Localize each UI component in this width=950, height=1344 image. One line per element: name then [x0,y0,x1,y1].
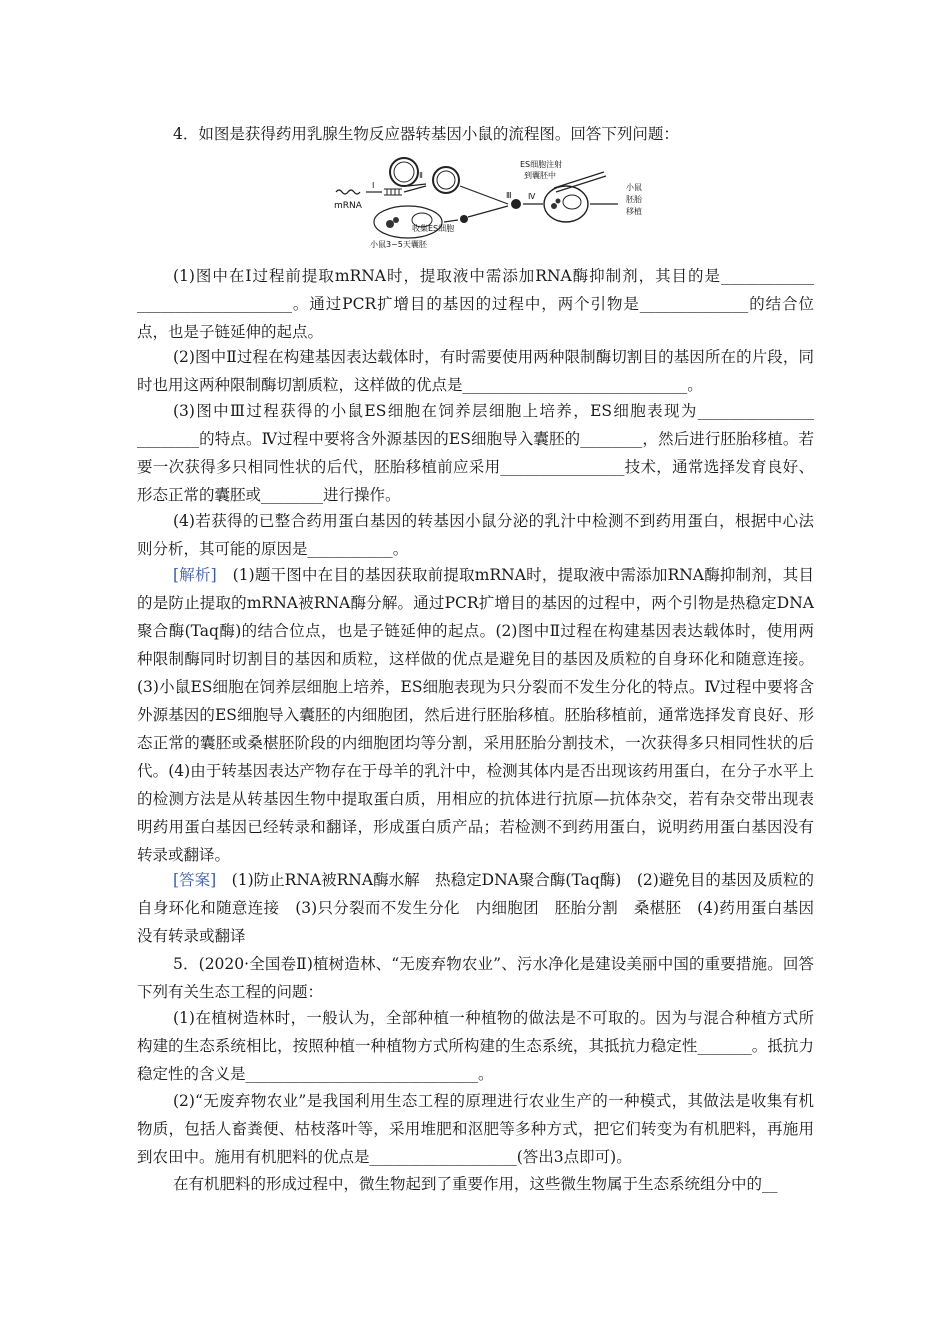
svg-text:mRNA: mRNA [334,201,362,211]
svg-text:胚胎: 胚胎 [626,195,642,204]
svg-text:Ⅱ: Ⅱ [419,171,423,180]
svg-text:I: I [372,181,375,190]
question-5-stem: 5．(2020·全国卷Ⅱ)植树造林、“无废弃物农业”、污水净化是建设美丽中国的重要措施。回答下列有关生态工程的问题： [137,955,814,1001]
answer-text: (1)防止RNA被RNA酶水解 热稳定DNA聚合酶(Taq酶) (2)避免目的基因及质粒的自身环化和随意连接 (3)只分裂而不发生分化 内细胞团 胚胎分割 桑椹胚 (4)药用蛋白基因没有转录或翻译 [137,871,814,945]
svg-text:Ⅳ: Ⅳ [528,192,536,201]
question-4-analysis [137,561,814,869]
svg-text:到囊胚中: 到囊胚中 [524,171,556,180]
question-5-part-2: (2)“无废弃物农业”是我国利用生态工程的原理进行农业生产的一种模式，其做法是收集有机物质，包括人畜粪便、枯枝落叶等，采用堆肥和沤肥等多种方式，把它们转变为有机肥料，再施用到农田中。施用有机肥料的优点是___________________(答出3点即可)。 [137,1092,814,1166]
cultured-es-cells-icon [511,199,521,209]
question-4-part-3: (3)图中Ⅲ过程获得的小鼠ES细胞在饲养层细胞上培养，ES细胞表现为_______________ ________的特点。Ⅳ过程中要将含外源基因的ES细胞导入囊胚的________，然后进行胚胎移植。若要一次获得多只相同性状的后代，胚胎移植前应采用________________技术，通常选择发育良好、形态正常的囊胚或________进行操作。 [137,402,814,504]
host-blastocyst-icon [544,186,588,222]
question-4-part-2: (2)图中Ⅱ过程在构建基因表达载体时，有时需要使用两种限制酶切割目的基因所在的片段，同时也用这两种限制酶切割质粒，这样做的优点是_____________________________。 [137,348,814,394]
question-5-part-1: (1)在植树造林时，一般认为，全部种植一种植物的做法是不可取的。因为与混合种植方式所构建的生态系统相比，按照种植一种植物方式所构建的生态系统，其抵抗力稳定性_______。抵抗力稳定性的含义是______________________________。 [137,1009,814,1083]
svg-text:ES细胞注射: ES细胞注射 [520,160,563,169]
svg-text:Ⅲ: Ⅲ [506,191,512,200]
svg-text:小鼠3~5天囊胚: 小鼠3~5天囊胚 [370,240,427,249]
cdna-icon [384,189,402,195]
mrna-strand-icon [336,190,360,194]
transgenic-mouse-flow-diagram [318,152,648,252]
svg-text:小鼠: 小鼠 [626,183,642,192]
question-4-part-4: (4)若获得的已整合药用蛋白基因的转基因小鼠分泌的乳汁中检测不到药用蛋白，根据中心法则分析，其可能的原因是___________。 [137,512,814,558]
question-4-answer [137,866,814,950]
analysis-label: [解析] [173,566,217,584]
question-4-stem: 4．如图是获得药用乳腺生物反应器转基因小鼠的流程图。回答下列问题： [173,125,679,143]
analysis-text: (1)题干图中在目的基因获取前提取mRNA时，提取液中需添加RNA酶抑制剂，其目的是防止提取的mRNA被RNA酶分解。通过PCR扩增目的基因的过程中，两个引物是热稳定DNA聚合酶(Taq酶)的结合位点，也是子链延伸的起点。(2)图中Ⅱ过程在构建基因表达载体时，使用两种限制酶同时切割目的基因和质粒，这样做的优点是避免目的基因及质粒的自身环化和随意连接。(3)小鼠ES细胞在饲养层细胞上培养，ES细胞表现为只分裂而不发生分化的特点。Ⅳ过程中要将含外源基因的ES细胞导入囊胚的内细胞团，然后进行胚胎移植。胚胎移植前，通常选择发育良好、形态正常的囊胚或桑椹胚阶段的内细胞团均等分割，采用胚胎分割技术，一次获得多只相同性状的后代。(4)由于转基因表达产物存在于母羊的乳汁中，检测其体内是否出现该药用蛋白，在分子水平上的检测方法是从转基因生物中提取蛋白质，用相应的抗体进行抗原—抗体杂交，若有杂交带出现表明药用蛋白基因已经转录和翻译，形成蛋白质产品；若检测不到药用蛋白，说明药用蛋白基因没有转录或翻译。 [137,566,814,864]
injection-needle-icon [554,172,604,188]
question-5-part-3: 在有机肥料的形成过程中，微生物起到了重要作用，这些微生物属于生态系统组分中的__ [173,1175,778,1193]
answer-label: [答案] [173,871,217,889]
svg-text:移植: 移植 [626,207,642,216]
question-4-part-1: (1)图中在Ⅰ过程前提取mRNA时，提取液中需添加RNA酶抑制剂，其目的是____________ ____________________。通过PCR扩增目的基因的过程中，两个引物是______________的结合位点，也是子链延伸的起点。 [137,267,814,341]
svg-text:收集ES细胞: 收集ES细胞 [412,224,455,233]
es-cell-icon [460,215,468,223]
